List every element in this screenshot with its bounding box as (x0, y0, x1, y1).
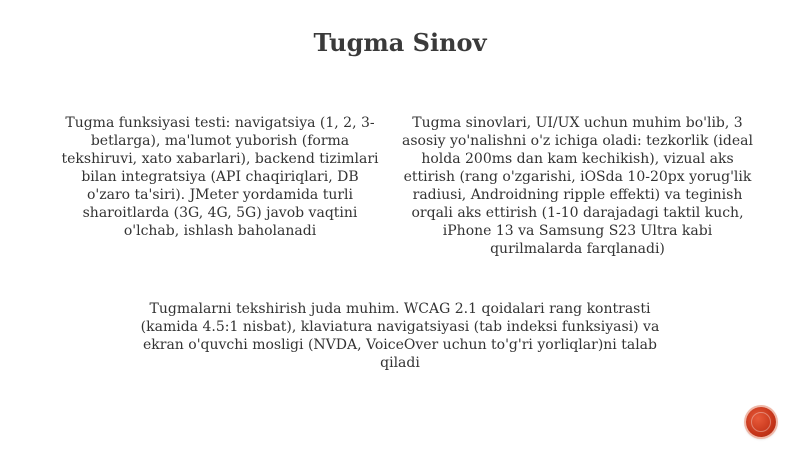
right-text-block: Tugma sinovlari, UI/UX uchun muhim bo'lib, 3 asosiy yo'nalishni o'z ichiga oladi: tezkorlik (ideal holda 200ms dan kam kechikish), vizual aks ettirish (rang o'zgarishi, iOSda 10-20px yorug'lik radiusi, Androidning ripple effekti) va teginish orqali aks ettirish (1-10 darajadagi taktil kuch, iPhone 13 va Samsung S23 Ultra kabi qurilmalarda farqlanadi) (402, 115, 753, 257)
bottom-text-block: Tugmalarni tekshirish juda muhim. WCAG 2.1 qoidalari rang kontrasti (kamida 4.5:1 nisbat), klaviatura navigatsiyasi (tab indeksi funksiyasi) va ekran o'quvchi mosligi (NVDA, VoiceOver uchun to'g'ri yorliqlar)ni talab qiladi (140, 301, 660, 371)
left-text-block: Tugma funksiyasi testi: navigatsiya (1, 2, 3-betlarga), ma'lumot yuborish (forma tekshiruvi, xato xabarlari), backend tizimlari bilan integratsiya (API chaqiriqlari, DB o'zaro ta'siri). JMeter yordamida turli sharoitlarda (3G, 4G, 5G) javob vaqtini o'lchab, ishlash baholanadi (61, 115, 379, 239)
circle-button-ring (751, 412, 771, 432)
circle-button-icon[interactable] (746, 407, 776, 437)
slide-title: Tugma Sinov (313, 28, 487, 57)
